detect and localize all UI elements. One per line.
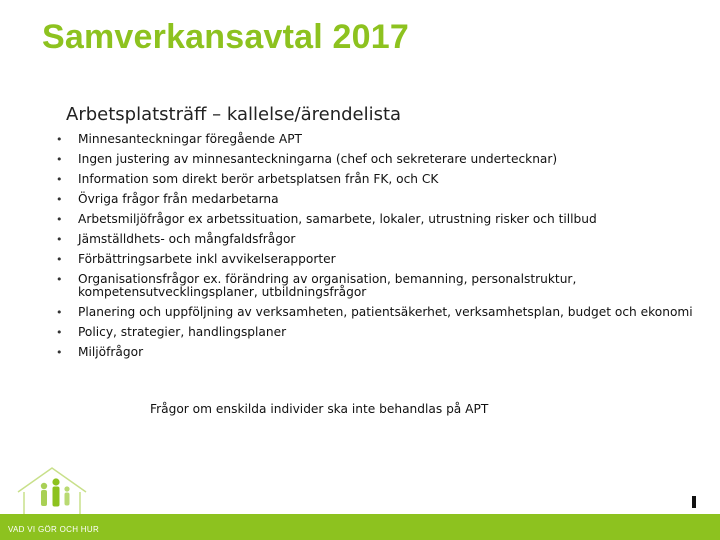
apt-note: Frågor om enskilda individer ska inte behandlas på APT <box>150 402 489 416</box>
list-item: • Organisationsfrågor ex. förändring av organisation, bemanning, personalstruktur, kompetensutvecklingsplaner, utbildningsfrågor <box>56 273 696 299</box>
list-item: • Övriga frågor från medarbetarna <box>56 193 696 206</box>
list-item: • Miljöfrågor <box>56 346 696 359</box>
list-item: • Planering och uppföljning av verksamheten, patientsäkerhet, verksamhetsplan, budget och ekonomi <box>56 306 696 319</box>
list-item: • Information som direkt berör arbetsplatsen från FK, och CK <box>56 173 696 186</box>
list-item: • Jämställdhets- och mångfaldsfrågor <box>56 233 696 246</box>
footer-text: VAD VI GÖR OCH HUR <box>8 525 100 534</box>
list-item: • Ingen justering av minnesanteckningarna (chef och sekreterare undertecknar) <box>56 153 696 166</box>
list-item: • Policy, strategier, handlingsplaner <box>56 326 696 339</box>
agenda-list <box>56 133 696 366</box>
list-item: • Förbättringsarbete inkl avvikelserapporter <box>56 253 696 266</box>
list-item: • Arbetsmiljöfrågor ex arbetssituation, samarbete, lokaler, utrustning risker och tillbud <box>56 213 696 226</box>
footer-bar <box>0 514 720 540</box>
page-title: Samverkansavtal 2017 <box>42 18 409 56</box>
section-subtitle: Arbetsplatsträff – kallelse/ärendelista <box>66 104 402 125</box>
list-item: • Minnesanteckningar föregående APT <box>56 133 696 146</box>
slide-marker <box>692 496 696 508</box>
